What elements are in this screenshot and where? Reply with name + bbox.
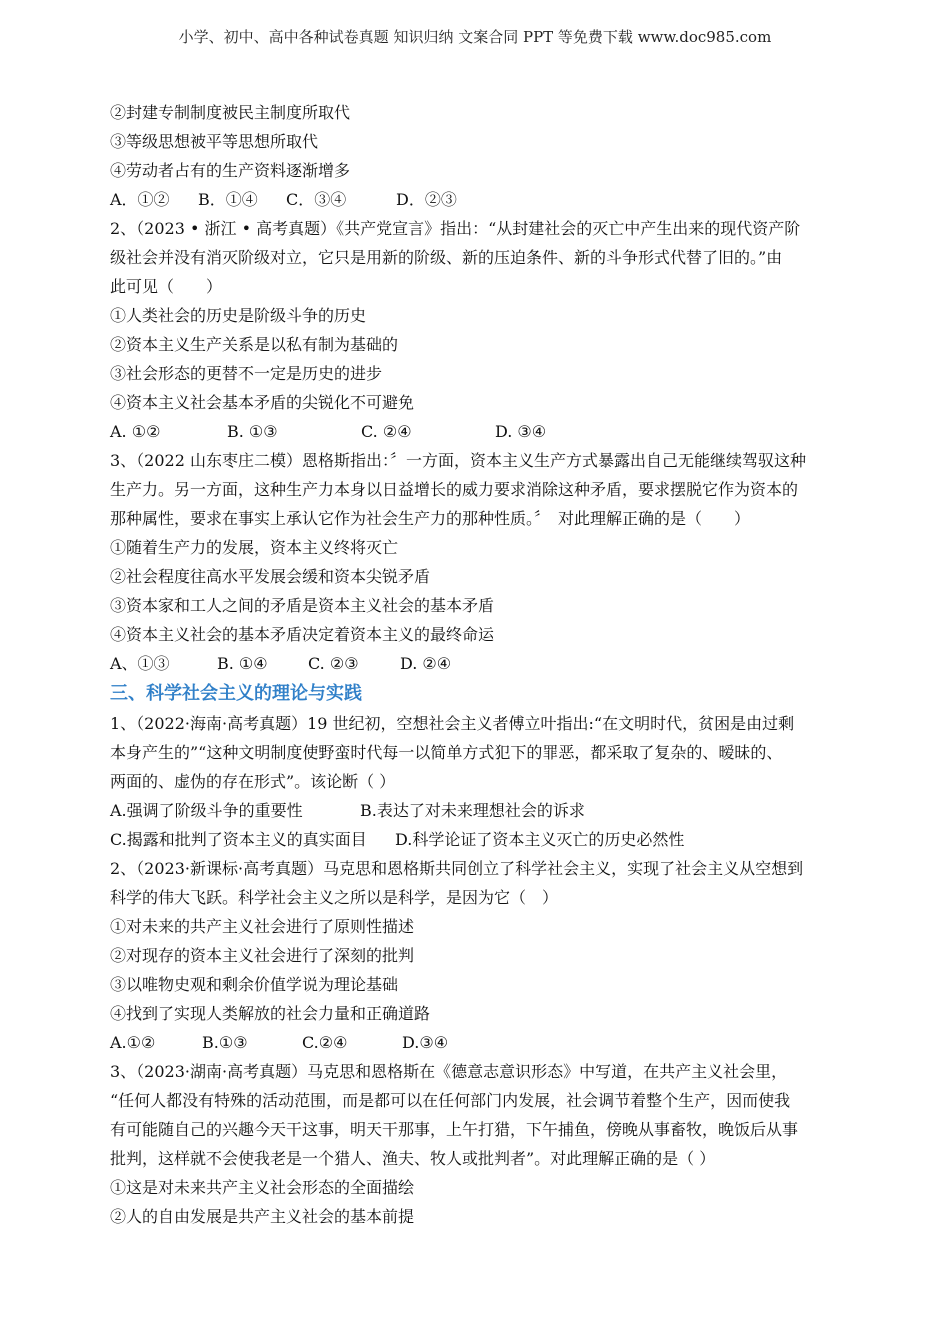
question-2 xyxy=(110,214,840,446)
answer-options xyxy=(110,185,840,214)
statement-item: ①这是对未来共产主义社会形态的全面描绘 xyxy=(110,1178,415,1197)
question-text: 级社会并没有消灭阶级对立，它只是用新的阶级、新的压迫条件、新的斗争形式代替了旧的。”由 xyxy=(110,248,783,267)
document-body xyxy=(110,98,840,1231)
section3-question-1 xyxy=(110,709,840,854)
option-b: B．①④ xyxy=(198,190,258,209)
section-title: 三、科学社会主义的理论与实践 xyxy=(110,683,362,704)
answer-options xyxy=(110,649,840,678)
question-text: 那种属性，要求在事实上承认它作为社会生产力的那种性质。〞 对此理解正确的是（ ） xyxy=(110,509,751,528)
option-b: B. ①④ xyxy=(217,654,268,673)
option-c: C. ②④ xyxy=(361,422,412,441)
statement-item: ④找到了实现人类解放的社会力量和正确道路 xyxy=(110,1004,431,1023)
question-text: 3、（2022 山东枣庄二模）恩格斯指出：〞一方面，资本主义生产方式暴露出自己无能继续驾驭这种 xyxy=(110,451,806,470)
question-text: 两面的、虚伪的存在形式”。该论断（ ） xyxy=(110,772,396,791)
question-text: 生产力。另一方面，这种生产力本身以日益增长的威力要求消除这种矛盾，要求摆脱它作为资本的 xyxy=(110,480,799,499)
question-text: 本身产生的”“这种文明制度使野蛮时代每一以简单方式犯下的罪恶，都采取了复杂的、暧昧的、 xyxy=(110,743,783,762)
question-text: 批判，这样就不会使我老是一个猎人、渔夫、牧人或批判者”。对此理解正确的是（ ） xyxy=(110,1149,716,1168)
option-d: D.③④ xyxy=(402,1033,449,1052)
option-c: C．③④ xyxy=(286,190,347,209)
statement-item: ①对未来的共产主义社会进行了原则性描述 xyxy=(110,917,415,936)
answer-options xyxy=(110,417,840,446)
option-d: D.科学论证了资本主义灭亡的历史必然性 xyxy=(395,830,685,849)
option-a: A．①② xyxy=(110,190,170,209)
statement-item: ②资本主义生产关系是以私有制为基础的 xyxy=(110,335,399,354)
option-a: A、①③ xyxy=(110,654,170,673)
option-a: A.①② xyxy=(110,1033,156,1052)
question-text: 此可见（ ） xyxy=(110,277,223,296)
section3-question-3 xyxy=(110,1057,840,1231)
answer-options xyxy=(110,825,840,854)
question-text: 3、（2023·湖南·高考真题）马克思和恩格斯在《德意志意识形态》中写道，在共产主义社会里， xyxy=(110,1062,788,1081)
statement-item: ②社会程度往高水平发展会缓和资本尖锐矛盾 xyxy=(110,567,431,586)
question-text: 1、（2022·海南·高考真题）19 世纪初，空想社会主义者傅立叶指出:“在文明时代，贫困是由过剩 xyxy=(110,714,795,733)
statement-item: ③等级思想被平等思想所取代 xyxy=(110,132,319,151)
question-text: “任何人都没有特殊的活动范围，而是都可以在任何部门内发展，社会调节着整个生产，因而使我 xyxy=(110,1091,791,1110)
statement-item: ②对现存的资本主义社会进行了深刻的批判 xyxy=(110,946,415,965)
answer-options xyxy=(110,1028,840,1057)
statement-item: ③以唯物史观和剩余价值学说为理论基础 xyxy=(110,975,399,994)
statement-item: ②封建专制制度被民主制度所取代 xyxy=(110,103,351,122)
top-items xyxy=(110,98,840,185)
option-a: A.强调了阶级斗争的重要性 xyxy=(110,801,303,820)
option-c: C. ②③ xyxy=(308,654,359,673)
question-text: 2、（2023 • 浙江 • 高考真题）《共产党宣言》指出：“从封建社会的灭亡中产生出来的现代资产阶 xyxy=(110,219,801,238)
option-d: D. ③④ xyxy=(495,422,547,441)
statement-item: ④劳动者占有的生产资料逐渐增多 xyxy=(110,161,351,180)
statement-item: ①人类社会的历史是阶级斗争的历史 xyxy=(110,306,367,325)
option-b: B. ①③ xyxy=(227,422,278,441)
option-b: B.①③ xyxy=(202,1033,248,1052)
statement-item: ④资本主义社会的基本矛盾决定着资本主义的最终命运 xyxy=(110,625,495,644)
statement-item: ①随着生产力的发展，资本主义终将灭亡 xyxy=(110,538,399,557)
page-header: 小学、初中、高中各种试卷真题 知识归纳 文案合同 PPT 等免费下载 www.doc985.com xyxy=(178,28,772,46)
question-text: 科学的伟大飞跃。科学社会主义之所以是科学，是因为它（ ） xyxy=(110,888,559,907)
option-d: D．②③ xyxy=(396,190,457,209)
option-d: D. ②④ xyxy=(400,654,452,673)
statement-item: ④资本主义社会基本矛盾的尖锐化不可避免 xyxy=(110,393,415,412)
statement-item: ③资本家和工人之间的矛盾是资本主义社会的基本矛盾 xyxy=(110,596,495,615)
statement-item: ③社会形态的更替不一定是历史的进步 xyxy=(110,364,383,383)
statement-item: ②人的自由发展是共产主义社会的基本前提 xyxy=(110,1207,415,1226)
answer-options xyxy=(110,796,840,825)
option-c: C.揭露和批判了资本主义的真实面目 xyxy=(110,830,367,849)
question-text: 有可能随自己的兴趣今天干这事，明天干那事，上午打猎，下午捕鱼，傍晚从事畜牧，晚饭后从事 xyxy=(110,1120,799,1139)
option-c: C.②④ xyxy=(302,1033,348,1052)
question-text: 2、（2023·新课标·高考真题）马克思和恩格斯共同创立了科学社会主义，实现了社会主义从空想到 xyxy=(110,859,804,878)
option-b: B.表达了对未来理想社会的诉求 xyxy=(360,801,585,820)
option-a: A. ①② xyxy=(110,422,161,441)
question-3 xyxy=(110,446,840,678)
section3-question-2 xyxy=(110,854,840,1057)
